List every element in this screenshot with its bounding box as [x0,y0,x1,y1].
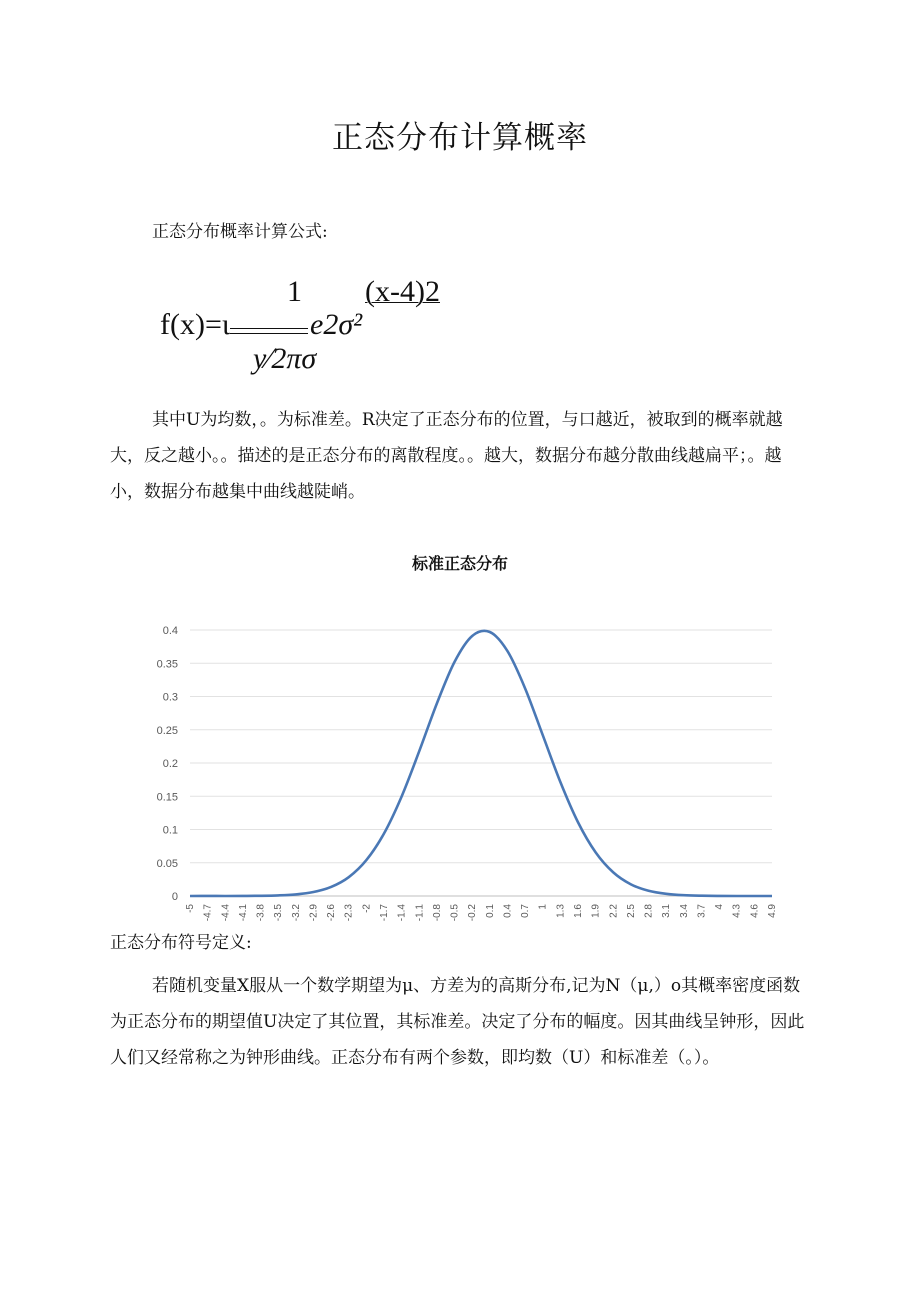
page-title: 正态分布计算概率 [332,120,588,156]
x-tick-label: 4.3 [731,904,743,918]
x-tick-label: -2.6 [326,904,338,922]
formula-numerator: 1 [287,275,302,308]
x-tick-label: -3.5 [273,904,285,922]
x-tick-label: -4.7 [202,904,214,922]
y-tick-label: 0.35 [156,658,178,671]
x-tick-label: -5 [185,904,196,913]
x-tick-label: -4.4 [220,904,232,922]
y-tick-label: 0.4 [162,625,178,637]
x-tick-label: 2.8 [643,904,655,918]
formula-denominator: y∕2πσ [253,342,317,375]
chart-title: 标准正态分布 [411,554,508,573]
x-tick-label: 2.2 [608,904,620,918]
x-tick-label: 3.7 [696,904,708,918]
x-tick-label: -2 [361,904,373,913]
x-tick-label: -1.4 [396,904,408,922]
x-tick-label: -0.5 [449,904,461,922]
paragraph-gaussian: 若随机变量X服从一个数学期望为μ、方差为的高斯分布,记为N（μ,）o其概率密度函数为正态分布的期望值U决定了其位置，其标准差。决定了分布的幅度。因其曲线呈钟形，因此人们又经常称之为钟形曲线。正态分布有两个参数，即均数（U）和标准差（。）。 [110,976,805,1068]
paragraph-definition: 其中U为均数，。为标准差。R决定了正态分布的位置，与口越近，被取到的概率就越大，反之越小。。描述的是正态分布的离散程度。。越大，数据分布越分散曲线越扁平；。越小，数据分布越集中曲线越陡峭。 [110,410,783,502]
x-tick-label: 4.6 [749,904,761,918]
x-tick-label: 0.1 [484,904,496,918]
formula-e-part: e2σ² [310,308,363,341]
fraction-bar [230,328,308,329]
x-tick-label: 0.7 [520,904,532,918]
fraction-bar-double [230,333,308,334]
x-tick-label: 1.3 [555,904,567,918]
x-tick-label: 2.5 [625,904,637,918]
x-tick-label: -0.2 [467,904,479,922]
x-tick-label: 1 [537,904,549,910]
x-tick-label: -4.1 [237,904,249,922]
x-tick-label: -2.3 [343,904,355,922]
x-tick-label: 1.6 [573,904,584,918]
x-tick-label: -1.1 [414,904,426,922]
y-tick-label: 0.25 [156,724,178,737]
x-tick-label: -1.7 [379,904,390,922]
x-tick-label: 1.9 [590,904,602,918]
x-tick-label: -0.8 [431,904,443,922]
x-tick-label: 3.4 [678,904,690,918]
formula-exponent: (x-4)2 [365,275,440,308]
symbol-definition-heading: 正态分布符号定义: [110,933,252,953]
x-tick-label: -3.8 [255,904,267,922]
x-tick-label: 0.4 [502,904,514,918]
x-tick-label: -2.9 [308,904,320,922]
y-tick-label: 0.1 [162,824,178,837]
y-tick-label: 0.2 [162,758,178,770]
x-tick-label: -3.2 [290,904,302,922]
x-tick-label: 4 [714,904,726,910]
y-tick-label: 0.05 [156,857,178,870]
normal-distribution-chart [140,610,790,930]
formula [160,270,560,380]
y-tick-label: 0 [171,891,178,903]
y-tick-label: 0.3 [162,691,178,704]
x-tick-label: 3.1 [661,904,673,918]
x-tick-label: 4.9 [767,904,778,918]
formula-lhs: f(x)=ι [160,308,230,341]
y-tick-label: 0.15 [156,791,178,804]
formula-label: 正态分布概率计算公式: [152,222,328,242]
